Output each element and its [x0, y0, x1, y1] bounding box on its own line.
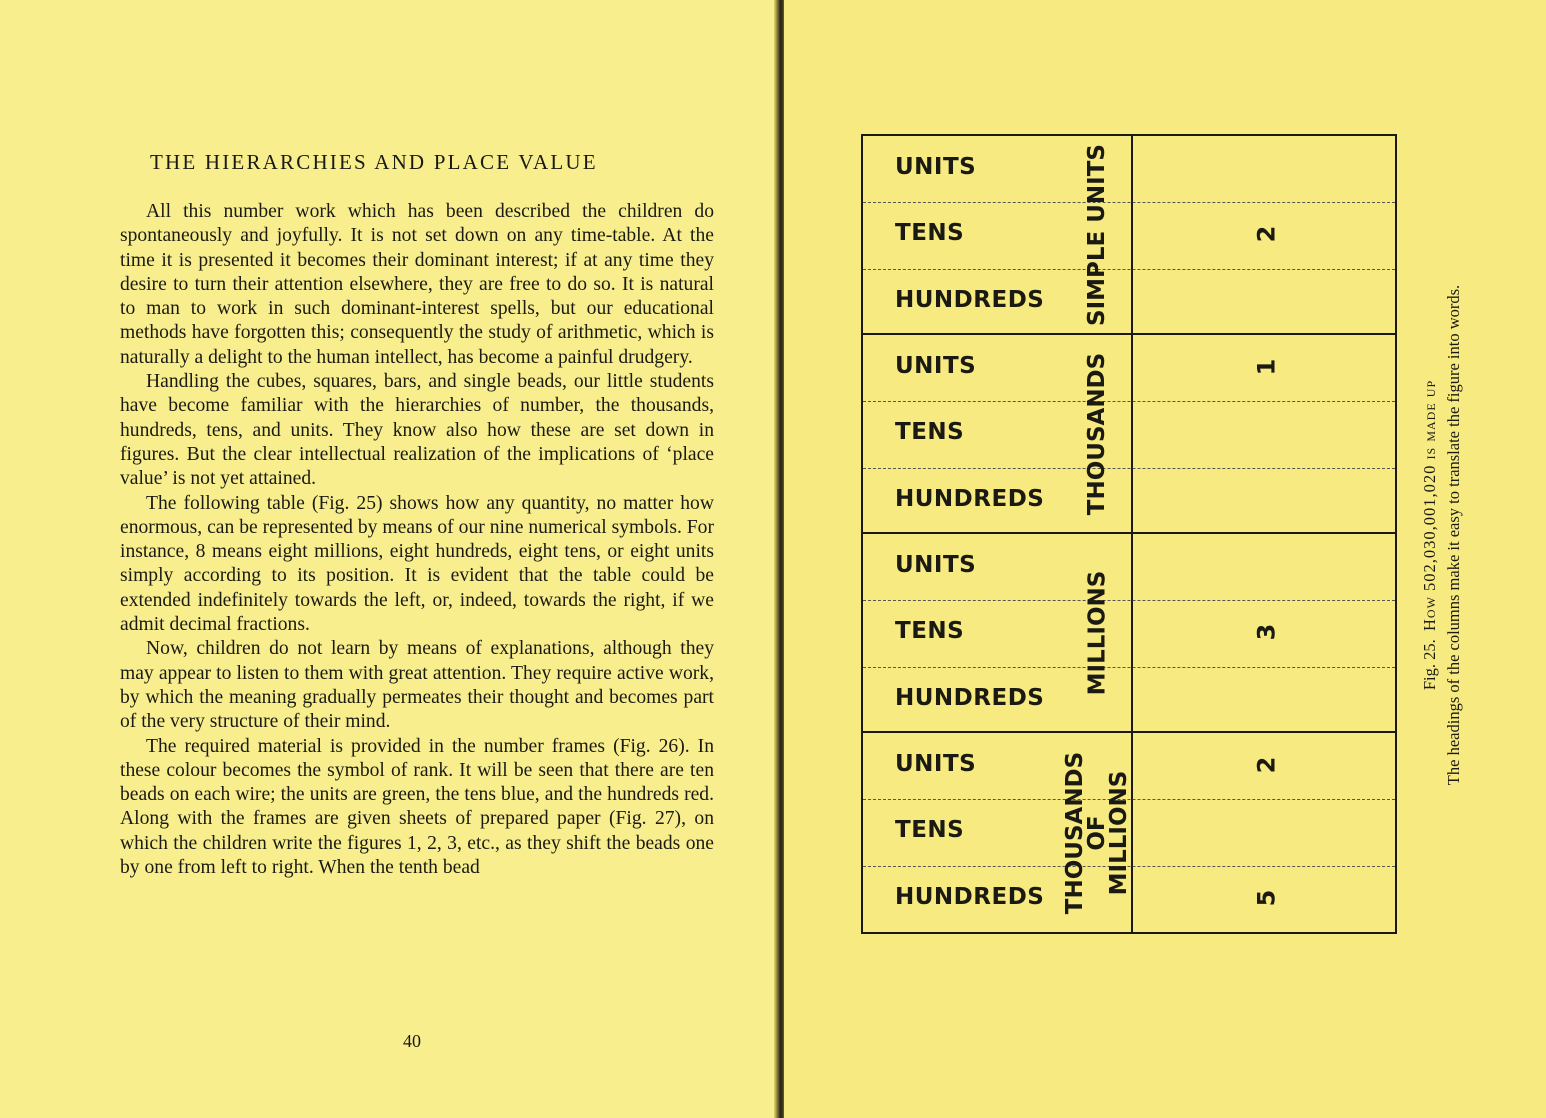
- group-name-text: THOUSANDS: [1084, 352, 1110, 515]
- row-label: HUNDREDS: [895, 883, 1045, 910]
- row-divider: [863, 600, 1395, 601]
- paragraph: The required material is provided in the number frames (Fig. 26). In these colour becomes the symbol of rank. It will be seen that there are ten beads on each wire; the units are green, the tens blue, and the hundreds red. Along with the frames are given sheets of prepared paper (Fig. 27), on which the children write the figures 1, 2, 3, etc., as they shift the beads one by one from left to right. When the tenth bead: [120, 735, 714, 879]
- row-divider: [863, 468, 1395, 469]
- paragraph: All this number work which has been described the children do spontaneously and joyfully. It is not set down on any time-table. At the time it is presented it becomes their dominant interest; if at any time they desire to turn their attention elsewhere, they are free to do so. It is natural to man to work in such dominant-interest spells, but our educational methods have forgotten this; consequently the study of arithmetic, which is naturally a delight to the human intellect, has become a painful drudgery.: [120, 201, 714, 368]
- group-name-text: THOUSANDS OF MILLIONS: [1062, 751, 1132, 914]
- paragraph: Now, children do not learn by means of explanations, although they may appear to listen to them with great attention. They require active work, by which the meaning gradually permeates their thought and becomes part of the very structure of their mind.: [120, 638, 714, 733]
- table-group: [863, 335, 1395, 534]
- row-label: HUNDREDS: [895, 684, 1045, 711]
- group-name: [1067, 136, 1127, 333]
- paragraph: Handling the cubes, squares, bars, and single beads, our little students have become familiar with the hierarchies of number, the thousands, hundreds, tens, and units. They know also how these are set down in figures. But the clear intellectual realization of the implications of ‘place value’ is not yet attained.: [120, 371, 714, 490]
- figure-label: Fig. 25.: [1420, 639, 1439, 691]
- row-divider: [863, 667, 1395, 668]
- group-name-text: SIMPLE UNITS: [1084, 143, 1111, 326]
- row-divider: [863, 202, 1395, 203]
- group-name-text: MILLIONS: [1084, 570, 1110, 695]
- row-label: TENS: [895, 220, 965, 247]
- table-group: [863, 733, 1395, 932]
- group-name: [1067, 534, 1127, 731]
- row-label: TENS: [895, 817, 965, 844]
- digit-cell: 3: [1252, 623, 1281, 641]
- row-label: HUNDREDS: [895, 485, 1045, 512]
- digit-cell: 2: [1252, 756, 1281, 774]
- figure-caption: [1418, 240, 1478, 830]
- table-group: [863, 534, 1395, 733]
- row-divider: [863, 401, 1395, 402]
- running-head: THE HIERARCHIES AND PLACE VALUE: [150, 150, 598, 174]
- page-number: 40: [403, 1031, 421, 1051]
- row-label: UNITS: [895, 353, 977, 379]
- row-label: UNITS: [895, 751, 977, 777]
- caption-title: How 502,030,001,020 is made up: [1420, 379, 1439, 631]
- caption-line-2: The headings of the columns make it easy to translate the figure into words.: [1444, 284, 1463, 786]
- row-divider: [863, 269, 1395, 270]
- paragraph: The following table (Fig. 25) shows how any quantity, no matter how enormous, can be represented by means of our nine numerical symbols. For instance, 8 means eight millions, eight hundreds, eight tens, or eight units simply according to its position. It is evident that the table could be extended indefinitely towards the left, or, indeed, towards the right, if we admit decimal fractions.: [120, 492, 714, 636]
- digit-cell: 2: [1252, 225, 1281, 243]
- group-name: [1062, 733, 1132, 932]
- caption-line-1: [1418, 240, 1442, 830]
- table-group: [863, 136, 1395, 335]
- digit-cell: 1: [1252, 358, 1281, 376]
- row-label: UNITS: [895, 552, 977, 578]
- row-label: UNITS: [895, 154, 977, 180]
- row-label: HUNDREDS: [895, 286, 1045, 313]
- place-value-table: [861, 134, 1397, 934]
- group-name: [1067, 335, 1127, 532]
- body-text: [120, 200, 714, 880]
- digit-cell: 5: [1252, 889, 1281, 907]
- row-label: TENS: [895, 419, 965, 446]
- row-label: TENS: [895, 618, 965, 645]
